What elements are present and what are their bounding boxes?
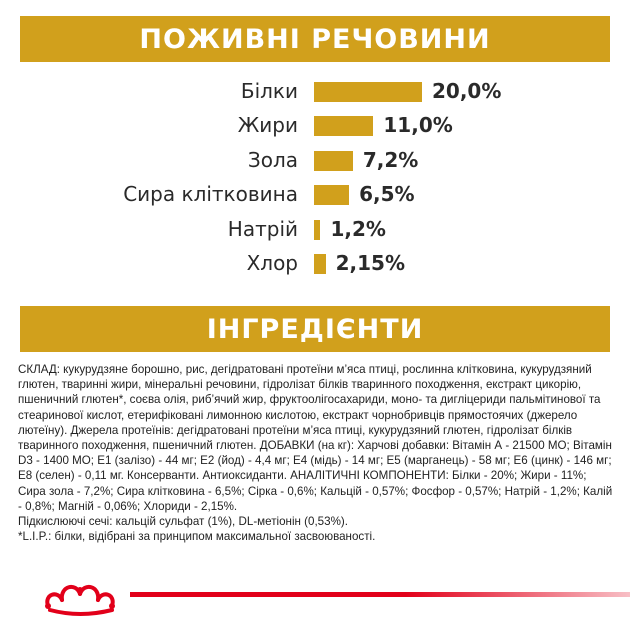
- brand-red-line: [130, 592, 630, 597]
- nutrient-value: 2,15%: [335, 251, 405, 275]
- nutrient-value: 1,2%: [330, 216, 386, 241]
- nutrient-value: 20,0%: [432, 79, 502, 103]
- composition-paragraph: СКЛАД: кукурудзяне борошно, рис, дегідратовані протеїни м’яса птиці, рослинна клітковина, кукурудзяний глютен, тваринні жири, мінеральні речовини, гідролізат білків тваринного походження, екстракт цикорію, пшеничний глютен*, соєва олія, риб’ячий жир, фруктоолігосахариди, моно- та дигліцериди пальмітинової та стеаринової кислот, етерифіковані лимонною кислотою, екстракт чорнобривців прямостоячих (джерело лютеїну). Джерела протеїнів: дегідратовані протеїни м’яса птиці, кукурудзяний глютен, гідролізат білків тваринного походження, пшеничний глютен. ДОБАВКИ (на кг): Харчові добавки: Вітамін А - 21500 МО; Вітамін D3 - 1400 МО; Е1 (залізо) - 44 мг; Е2 (йод) - 4,4 мг; Е4 (мідь) - 14 мг; Е5 (марганець) - 58 мг; Е6 (цинк) - 146 мг; Е8 (селен) - 0,11 мг. Консерванти. Антиоксиданти. АНАЛІТИЧНІ КОМПОНЕНТИ: Білки - 20%; Жири - 11%; Сира зола - 7,2%; Сира клітковина - 6,5%; Сірка - 0,6%; Кальцій - 0,57%; Фосфор - 0,57%; Натрій - 1,2%; Калій - 0,8%; Магній - 0,06%; Хлориди - 2,15%.: [18, 363, 613, 513]
- nutrients-heading: ПОЖИВНІ РЕЧОВИНИ: [139, 23, 491, 55]
- ingredients-banner: [20, 306, 610, 352]
- nutrient-row: [0, 143, 630, 177]
- urine-acidifiers-paragraph: Підкислюючі сечі: кальцій сульфат (1%), DL-метіонін (0,53%).: [18, 515, 348, 529]
- nutrient-label: Хлор: [246, 251, 298, 275]
- nutrient-row: [0, 108, 630, 142]
- nutrient-label: Білки: [240, 79, 298, 103]
- nutrient-bar: [314, 185, 349, 205]
- ingredients-text: [18, 362, 614, 544]
- nutrient-bar: [314, 151, 353, 171]
- nutrient-label: Сира клітковина: [123, 182, 298, 207]
- royal-canin-crown-icon: [40, 576, 122, 620]
- nutrient-bar: [314, 82, 422, 102]
- nutrient-value: 7,2%: [362, 147, 419, 172]
- nutrient-bar: [314, 116, 373, 136]
- nutrient-row: [0, 177, 630, 211]
- nutrient-row: [0, 212, 630, 246]
- nutrient-label: Натрій: [227, 216, 298, 241]
- nutrient-label: Жири: [237, 113, 298, 138]
- lip-footnote: *L.I.P.: білки, відібрані за принципом максимальної засвоюваності.: [18, 530, 376, 544]
- nutrient-bar: [314, 254, 326, 274]
- nutrient-value: 6,5%: [359, 182, 415, 207]
- ingredients-heading: ІНГРЕДІЄНТИ: [206, 313, 424, 345]
- nutrient-value: 11,0%: [383, 113, 453, 138]
- nutrient-row: [0, 74, 630, 108]
- nutrient-bar: [314, 220, 320, 240]
- nutrients-banner: [20, 16, 610, 62]
- nutrient-label: Зола: [247, 147, 298, 172]
- nutrient-row: [0, 246, 630, 280]
